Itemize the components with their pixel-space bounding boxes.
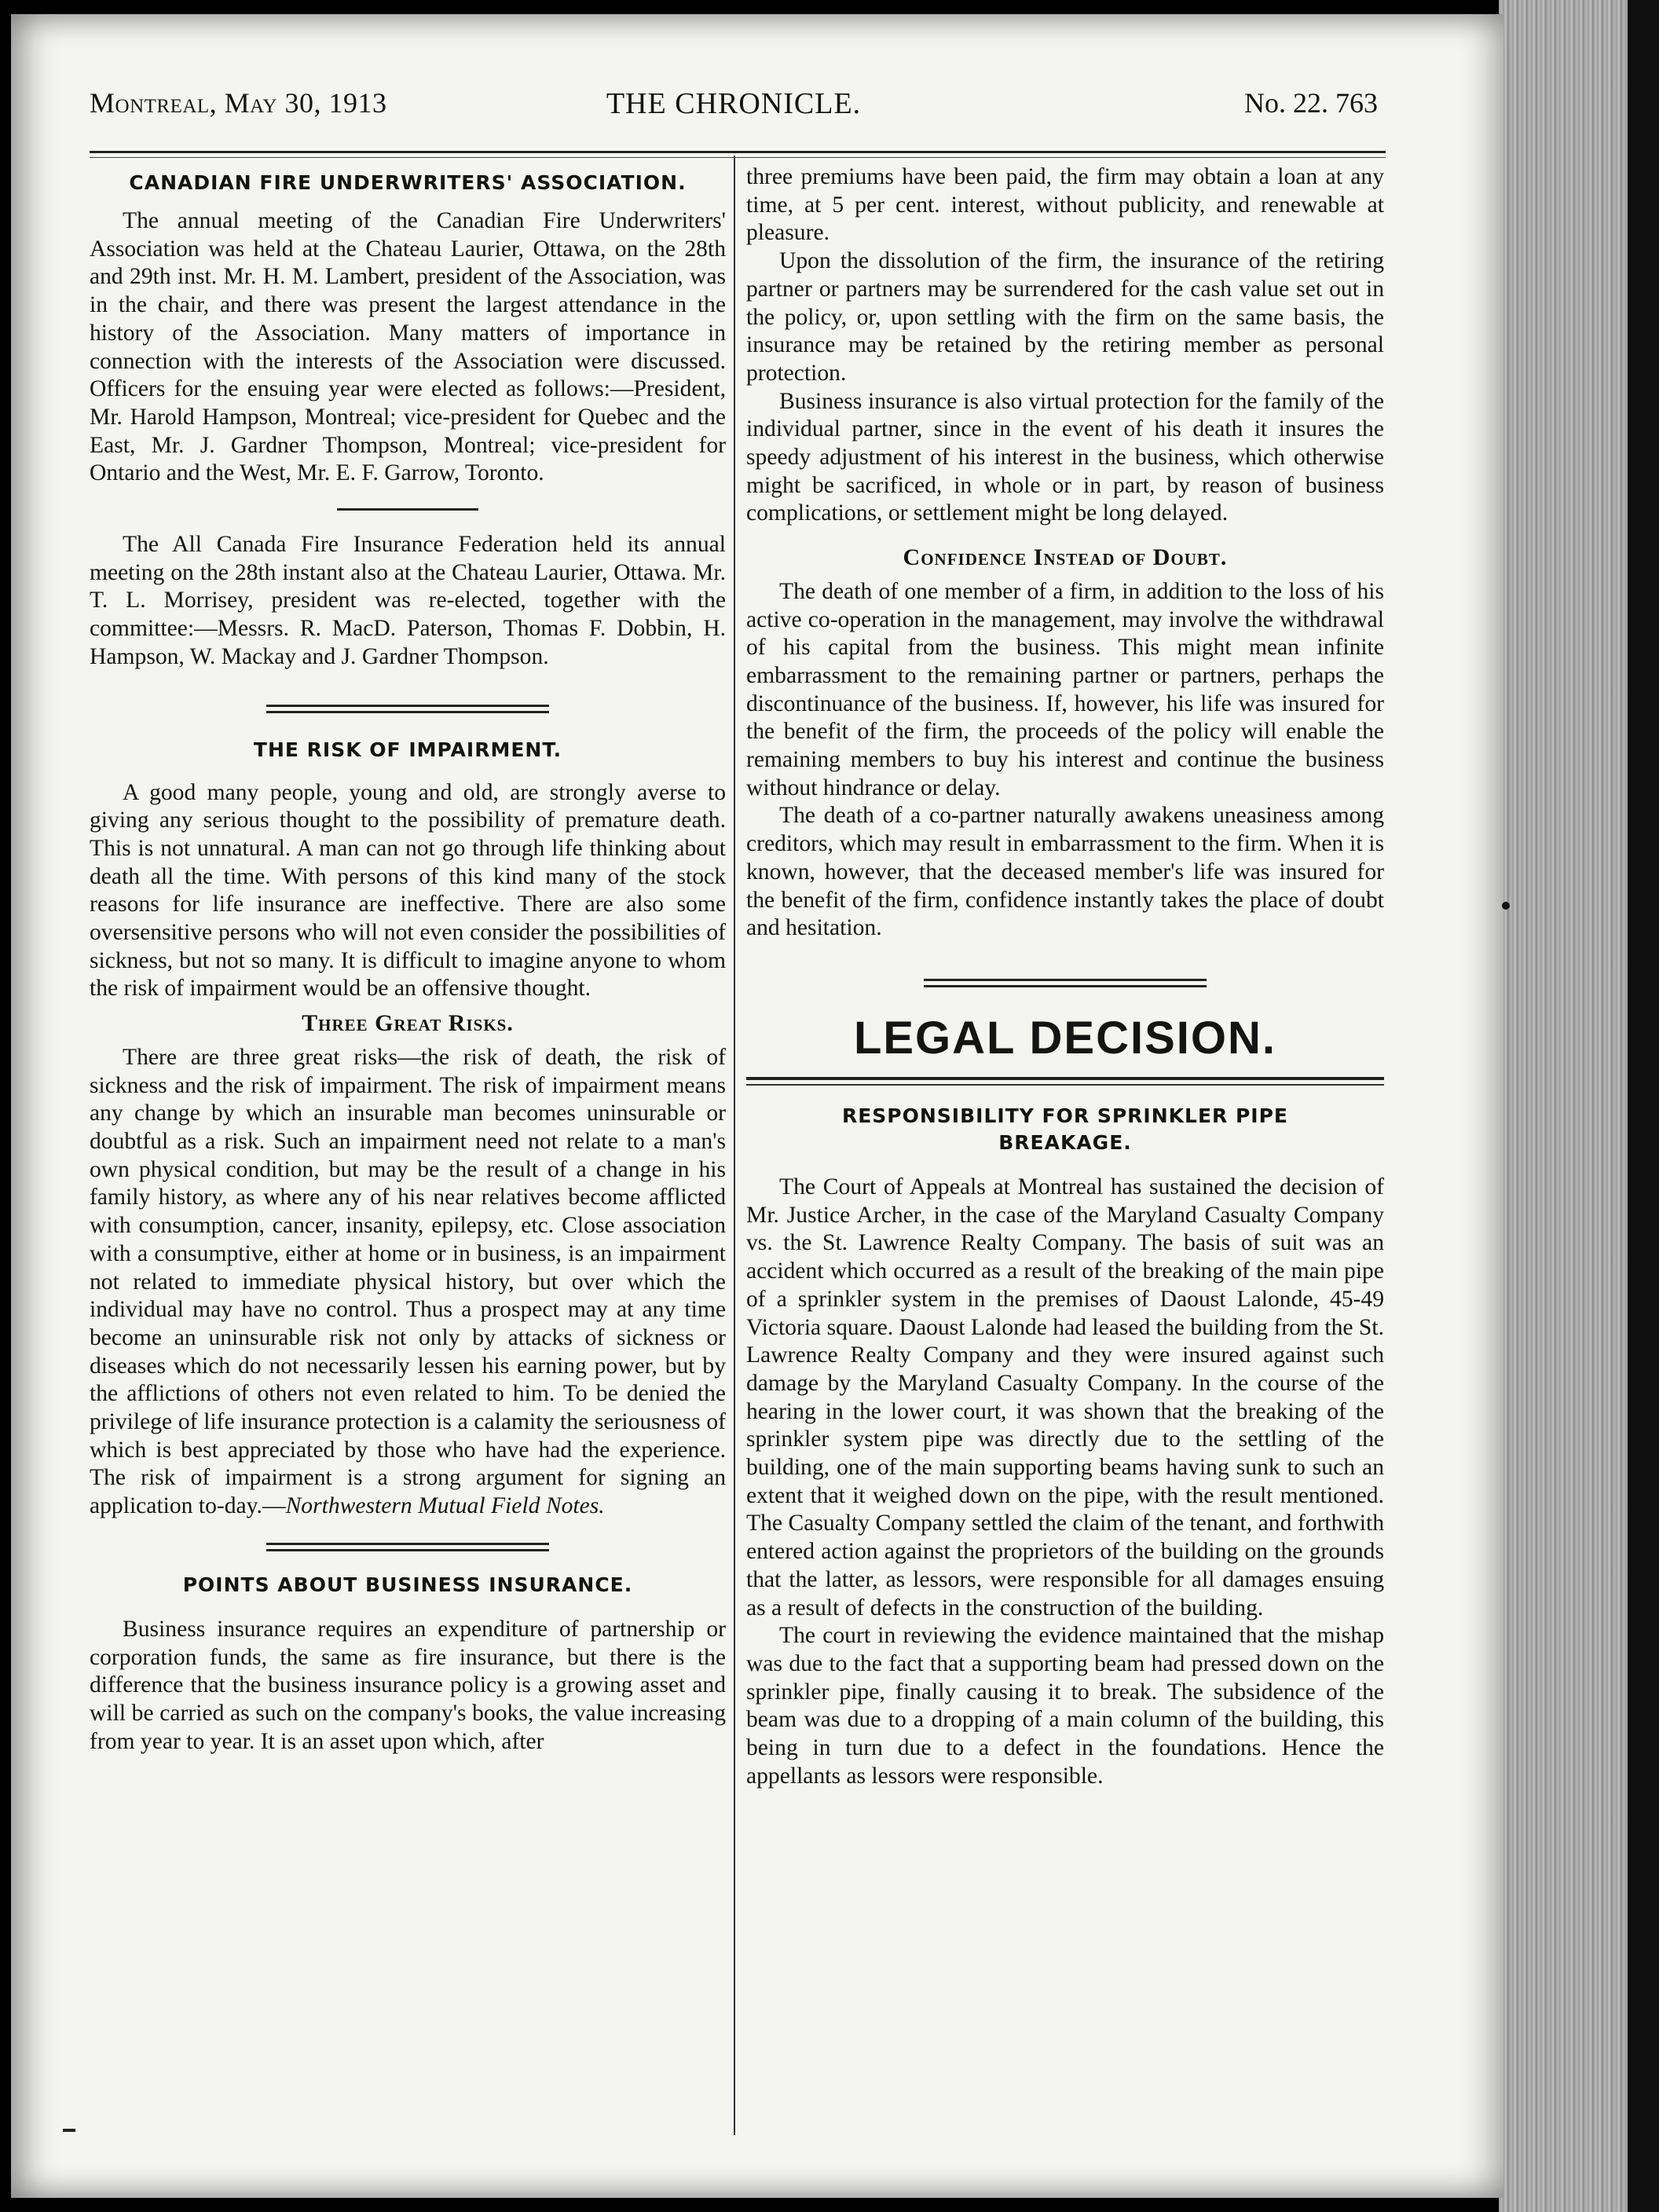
paragraph: The Court of Appeals at Montreal has sustained the decision of Mr. Justice Archer, in the case of the Maryland Casualty Company vs. the St. Lawrence Realty Company. The basis of suit was an accident which occurred as a result of the breaking of the main pipe of a sprinkler system in the premises of Daoust Lalonde, 45-49 Victoria square. Daoust Lalonde had leased the building from the St. Lawrence Realty Company and they were insured against such damage by the Maryland Casualty Company. In the course of the hearing in the lower court, it was shown that the breaking of the sprinkler system pipe was directly due to the settling of the building, one of the main supporting beams having sunk to such an extent that it weighed down on the pipe, with the result mentioned. The Casualty Company settled the claim of the tenant, and forthwith entered action against the proprietors of the building on the grounds that the latter, as lessors, were responsible for all damages ensuing as a result of defects in the construction of the building. <box>746 1174 1384 1621</box>
header-rule <box>90 151 1386 153</box>
double-rule <box>266 705 549 713</box>
paragraph: The death of a co-partner naturally awakens uneasiness among creditors, which may result in embarrassment to the firm. When it is known, however, that the deceased member's life was insured for the benefit of the firm, confidence instantly takes the place of doubt and hesitation. <box>746 803 1384 941</box>
section-heading-sprinkler-pipe <box>746 1103 1384 1156</box>
heading-line: BREAKAGE. <box>998 1130 1132 1154</box>
paragraph: Upon the dissolution of the firm, the insurance of the retiring partner or partners may be surrendered for the cash value set out in the policy, or, upon settling with the firm on the same basis, the insurance may be retained by the retiring member as personal protection. <box>746 248 1384 386</box>
newspaper-page <box>11 14 1503 2198</box>
double-rule <box>266 1543 549 1551</box>
section-heading-risk-of-impairment: THE RISK OF IMPAIRMENT. <box>253 738 562 761</box>
paragraph: A good many people, young and old, are strongly averse to giving any serious thought to the possibility of premature death. This is not unnatural. A man can not go through life thinking about death all the time. With persons of this kind many of the stock reasons for life insurance are ineffective. There are also some oversensitive persons who will not even consider the possibilities of sickness, but not so many. It is difficult to imagine anyone to whom the risk of impairment would be an offensive thought. <box>90 779 726 1002</box>
header-rule-thin <box>90 157 1386 158</box>
paragraph: The death of one member of a firm, in addition to the loss of his active co-operation in the management, may involve the withdrawal of his capital from the business. This might mean infinite embarrassment to the remaining partner or partners, perhaps the discontinuance of the business. If, however, his life was insured for the benefit of the firm, the proceeds of the policy will enable the remaining members to buy his interest and continue the business without hindrance or delay. <box>746 578 1384 800</box>
paragraph-continued: three premiums have been paid, the firm may obtain a loan at any time, at 5 per cent. interest, without publicity, and renewable at pleasure. <box>746 164 1384 246</box>
source-credit: Northwestern Mutual Field Notes. <box>285 1493 605 1519</box>
section-heading-fire-underwriters: CANADIAN FIRE UNDERWRITERS' ASSOCIATION. <box>129 171 687 194</box>
legal-decision-title: LEGAL DECISION. <box>853 1012 1277 1064</box>
paragraph: Business insurance is also virtual protection for the family of the individual partner, since in the event of his death it insures the speedy adjustment of his interest in the business, which otherwise might be sacrificed, in whole or in part, by reason of business complications, or settlement might be long delayed. <box>746 388 1384 526</box>
right-column <box>746 163 1384 1790</box>
running-header <box>90 86 1378 134</box>
heading-line: RESPONSIBILITY FOR SPRINKLER PIPE <box>841 1104 1289 1127</box>
left-column <box>90 170 726 1756</box>
header-date: Montreal, May 30, 1913 <box>90 87 387 119</box>
paragraph: The court in reviewing the evidence maintained that the mishap was due to the fact that a supporting beam had pressed down on the sprinkler pipe, finally causing it to break. The subsidence of the beam was due to a dropping of a main column of the building, this being in turn due to a defect in the foundations. Hence the appellants as lessors were responsible. <box>746 1623 1384 1789</box>
header-issue-page-number: No. 22. 763 <box>1244 87 1378 119</box>
paragraph: The All Canada Fire Insurance Federation held its annual meeting on the 28th instant also at the Chateau Laurier, Ottawa. Mr. T. L. Morrisey, president was re-elected, together with the committee:—Messrs. R. MacD. Paterson, Thomas F. Dobbin, H. Hampson, W. Mackay and J. Gardner Thompson. <box>90 532 726 669</box>
paragraph: Business insurance requires an expenditure of partnership or corporation funds, the same as fire insurance, but there is the difference that the business insurance policy is a growing asset and will be carried as such on the company's books, the value increasing from year to year. It is an asset upon which, after <box>90 1616 726 1754</box>
double-rule <box>924 979 1207 987</box>
section-heading-business-insurance: POINTS ABOUT BUSINESS INSURANCE. <box>182 1573 633 1596</box>
paragraph-text: There are three great risks—the risk of death, the risk of sickness and the risk of impairment. The risk of impairment means any change by which an insurable man becomes uninsurable or doubtful as a risk. Such an impairment need not relate to a man's own physical condition, but may be the result of a change in his family history, as where any of his near relatives become afflicted with consumption, cancer, insanity, epilepsy, etc. Close association with a consumptive, either at home or in business, is an impairment not related to immediate physical history, but over which the individual may have no control. Thus a prospect may at any time become an uninsurable risk not only by attacks of sickness or diseases which do not necessarily lessen his earning power, but by the afflictions of others not even related to him. To be denied the privilege of life insurance protection is a calamity the seriousness of which is best appreciated by those who have had the experience. The risk of impairment is a strong argument for signing an application to-day.— <box>90 1044 726 1519</box>
paragraph <box>90 1044 726 1521</box>
header-title: THE CHRONICLE. <box>606 87 862 120</box>
book-page-edges <box>1499 0 1659 2212</box>
paragraph: The annual meeting of the Canadian Fire Underwriters' Association was held at the Chateau Laurier, Ottawa, on the 28th and 29th inst. Mr. H. M. Lambert, president of the Association, was in the chair, and there was present the largest attendance in the history of the Association. Many matters of importance in connection with the interests of the Association were discussed. Officers for the ensuing year were elected as follows:—President, Mr. Harold Hampson, Montreal; vice-president for Quebec and the East, Mr. J. Gardner Thompson, Montreal; vice-president for Ontario and the West, Mr. E. F. Garrow, Toronto. <box>90 208 726 486</box>
subheading-three-great-risks: Three Great Risks. <box>302 1010 514 1037</box>
subheading-confidence-instead-of-doubt: Confidence Instead of Doubt. <box>903 544 1228 571</box>
column-divider <box>734 156 735 2135</box>
ink-speck <box>1502 902 1510 910</box>
ink-mark <box>63 2129 75 2132</box>
